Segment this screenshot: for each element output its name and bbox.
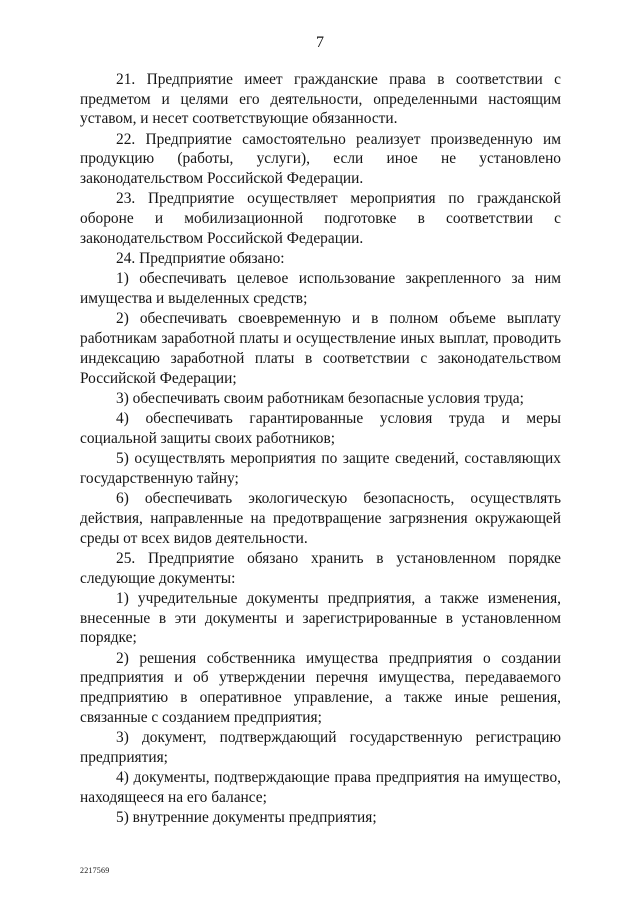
- paragraph-25: 25. Предприятие обязано хранить в установленном порядке следующие документы:: [80, 549, 561, 587]
- paragraph-25-item-3: 3) документ, подтверждающий государственную регистрацию предприятия;: [80, 728, 561, 766]
- paragraph-25-item-2: 2) решения собственника имущества предприятия о создании предприятия и об утверждении перечня имущества, передаваемого предприятию в оперативное управление, а также иные решения, связанные с созданием предприятия;: [80, 649, 561, 726]
- paragraph-24-item-6: 6) обеспечивать экологическую безопасность, осуществлять действия, направленные на предотвращение загрязнения окружающей среды от всех видов деятельности.: [80, 490, 561, 547]
- paragraph-24-item-1: 1) обеспечивать целевое использование закрепленного за ним имущества и выделенных средств;: [80, 270, 561, 308]
- paragraph-21: 21. Предприятие имеет гражданские права в соответствии с предметом и целями его деятельности, определенными настоящим уставом, и несет соответствующие обязанности.: [80, 71, 561, 128]
- paragraph-22: 22. Предприятие самостоятельно реализует произведенную им продукцию (работы, услуги), если иное не установлено законодательством Российской Федерации.: [80, 130, 561, 188]
- paragraph-24: 24. Предприятие обязано:: [116, 250, 285, 268]
- paragraph-25-item-5: 5) внутренние документы предприятия;: [116, 808, 377, 826]
- paragraph-24-item-5: 5) осуществлять мероприятия по защите сведений, составляющих государственную тайну;: [80, 450, 561, 487]
- paragraph-25-item-4: 4) документы, подтверждающие права предприятия на имущество, находящееся на его балансе;: [80, 768, 561, 806]
- paragraph-25-item-1: 1) учредительные документы предприятия, а также изменения, внесенные в эти документы и зарегистрированные в установленном порядке;: [80, 589, 561, 647]
- paragraph-24-item-4: 4) обеспечивать гарантированные условия труда и меры социальной защиты своих работников;: [80, 410, 561, 447]
- paragraph-24-item-2: 2) обеспечивать своевременную и в полном объеме выплату работникам заработной платы и осуществление иных выплат, проводить индексацию заработной платы в соответствии с законодательством Российской Федерации;: [80, 310, 561, 387]
- paragraph-24-item-3: 3) обеспечивать своим работникам безопасные условия труда;: [116, 389, 524, 407]
- document-body: [80, 70, 561, 828]
- document-code: 2217569: [80, 866, 110, 875]
- page-number: 7: [316, 34, 324, 51]
- paragraph-23: 23. Предприятие осуществляет мероприятия по гражданской обороне и мобилизационной подготовке в соответствии с законодательством Российской Федерации.: [80, 190, 561, 247]
